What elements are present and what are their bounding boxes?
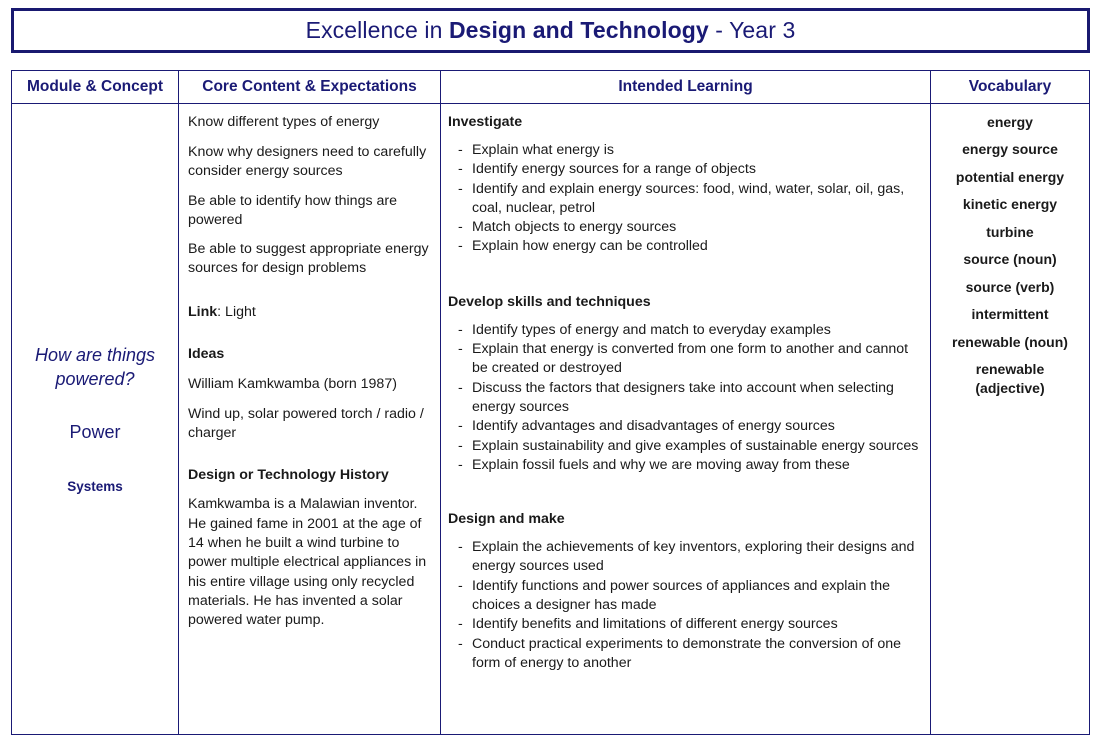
- vocabulary-term: source (verb): [965, 278, 1055, 295]
- curriculum-table: [11, 70, 1090, 735]
- vocabulary-term: intermittent: [971, 306, 1049, 323]
- vocabulary-term: energy: [987, 114, 1033, 130]
- dash-bullet-icon: -: [458, 577, 463, 594]
- core-expectation: Know different types of energy: [188, 114, 380, 130]
- vocabulary-term: kinetic energy: [962, 196, 1058, 213]
- learning-item-text: Explain the achievements of key inventors, exploring their designs and energy sources used: [472, 539, 915, 575]
- learning-item: [448, 635, 922, 674]
- learning-item: [448, 180, 922, 219]
- title-subject: Design and Technology: [448, 17, 709, 43]
- learning-item: [448, 615, 922, 634]
- learning-item-text: Explain how energy can be controlled: [472, 238, 708, 255]
- column-header-vocabulary: Vocabulary: [968, 78, 1052, 95]
- dash-bullet-icon: -: [458, 616, 463, 633]
- learning-item-text: Identify and explain energy sources: food, wind, water, solar, oil, gas, coal, nuclear, petrol: [472, 180, 905, 216]
- learning-item: [448, 417, 922, 436]
- learning-item-text: Identify benefits and limitations of different energy sources: [472, 616, 838, 633]
- learning-section-develop: [448, 293, 922, 475]
- vocabulary-term: renewable (noun): [952, 333, 1068, 350]
- core-link-label: Link: [188, 304, 218, 321]
- dash-bullet-icon: -: [458, 321, 463, 338]
- dash-bullet-icon: -: [458, 161, 463, 178]
- learning-item-text: Explain fossil fuels and why we are moving away from these: [472, 456, 850, 473]
- core-idea: Wind up, solar powered torch / radio / charger: [188, 405, 424, 441]
- dash-bullet-icon: -: [458, 456, 463, 473]
- learning-item: [448, 218, 922, 237]
- dash-bullet-icon: -: [458, 238, 463, 255]
- learning-item-text: Explain that energy is converted from one form to another and cannot be created or destroyed: [472, 340, 909, 377]
- core-expectation: Be able to suggest appropriate energy sources for design problems: [188, 241, 429, 277]
- table-header-row: [12, 71, 1089, 104]
- core-ideas-heading: Ideas: [188, 346, 225, 362]
- learning-item-text: Identify functions and power sources of appliances and explain the choices a designer has made: [472, 577, 891, 613]
- learning-item-text: Explain sustainability and give examples of sustainable energy sources: [472, 437, 919, 454]
- column-header-module-concept: Module & Concept: [12, 71, 179, 103]
- module-concept: Power: [69, 421, 121, 442]
- core-history-text: Kamkwamba is a Malawian inventor. He gained fame in 2001 at the age of 14 when he built a wind turbine to power multiple electrical appliances in his entire village using only recycled materials. He has invented a solar powered water pump.: [188, 496, 427, 629]
- vocabulary-term: renewable (adjective): [975, 361, 1045, 396]
- vocabulary-term: potential energy: [955, 168, 1065, 185]
- learning-section-title: Investigate: [448, 114, 523, 130]
- column-header-core-content: Core Content & Expectations: [179, 71, 441, 103]
- dash-bullet-icon: -: [458, 539, 463, 555]
- learning-section-design-and-make: [448, 510, 922, 673]
- module-strand: Systems: [67, 478, 123, 494]
- learning-item: [448, 577, 922, 616]
- core-link: [188, 303, 432, 322]
- core-expectation: Be able to identify how things are powered: [188, 192, 398, 228]
- learning-item: [448, 340, 922, 379]
- cell-module-concept: [12, 104, 179, 734]
- learning-item-list: [448, 141, 922, 257]
- learning-item: [448, 538, 922, 577]
- spacer: [188, 454, 432, 466]
- dash-bullet-icon: -: [458, 340, 463, 357]
- dash-bullet-icon: -: [458, 635, 463, 652]
- learning-section-investigate: [448, 113, 922, 257]
- page-title: [306, 17, 796, 44]
- title-prefix: Excellence in: [305, 17, 449, 43]
- dash-bullet-icon: -: [458, 379, 463, 396]
- document-title-banner: [11, 8, 1090, 53]
- learning-item-list: [448, 538, 922, 673]
- dash-bullet-icon: -: [458, 437, 463, 454]
- dash-bullet-icon: -: [458, 219, 463, 236]
- table-body-row: [12, 104, 1089, 734]
- core-idea: William Kamkwamba (born 1987): [188, 375, 397, 392]
- cell-vocabulary: [931, 104, 1089, 734]
- learning-item: [448, 456, 922, 475]
- learning-item-text: Match objects to energy sources: [472, 219, 677, 236]
- spacer: [448, 257, 922, 293]
- dash-bullet-icon: -: [458, 141, 463, 158]
- vocabulary-term: turbine: [986, 223, 1034, 240]
- dash-bullet-icon: -: [458, 180, 463, 197]
- title-suffix: - Year 3: [708, 17, 796, 43]
- learning-item: [448, 437, 922, 456]
- learning-section-title: Develop skills and techniques: [448, 293, 651, 310]
- dash-bullet-icon: -: [458, 418, 463, 435]
- module-question: How are things powered?: [34, 345, 156, 389]
- learning-item: [448, 379, 922, 418]
- core-history-heading: Design or Technology History: [188, 466, 389, 483]
- learning-item-text: Identify types of energy and match to everyday examples: [472, 321, 831, 338]
- cell-core-content: [179, 104, 441, 734]
- learning-item-text: Identify energy sources for a range of objects: [472, 161, 756, 178]
- vocabulary-term: source (noun): [963, 251, 1057, 268]
- learning-item-text: Discuss the factors that designers take into account when selecting energy sources: [472, 379, 894, 415]
- core-expectation: Know why designers need to carefully consider energy sources: [188, 143, 427, 179]
- spacer: [188, 333, 432, 345]
- learning-item-list: [448, 321, 922, 476]
- vocabulary-term: energy source: [962, 141, 1058, 158]
- learning-item-text: Explain what energy is: [472, 141, 614, 158]
- learning-item: [448, 321, 922, 340]
- core-link-value: : Light: [217, 304, 256, 321]
- cell-intended-learning: [441, 104, 931, 734]
- spacer: [448, 475, 922, 510]
- learning-section-title: Design and make: [448, 511, 565, 528]
- learning-item-text: Conduct practical experiments to demonstrate the conversion of one form of energy to another: [472, 635, 902, 671]
- learning-item: [448, 237, 922, 256]
- learning-item-text: Identify advantages and disadvantages of energy sources: [472, 418, 835, 435]
- learning-item: [448, 160, 922, 179]
- column-header-intended-learning: Intended Learning: [441, 71, 931, 103]
- learning-item: [448, 141, 922, 160]
- spacer: [188, 289, 432, 303]
